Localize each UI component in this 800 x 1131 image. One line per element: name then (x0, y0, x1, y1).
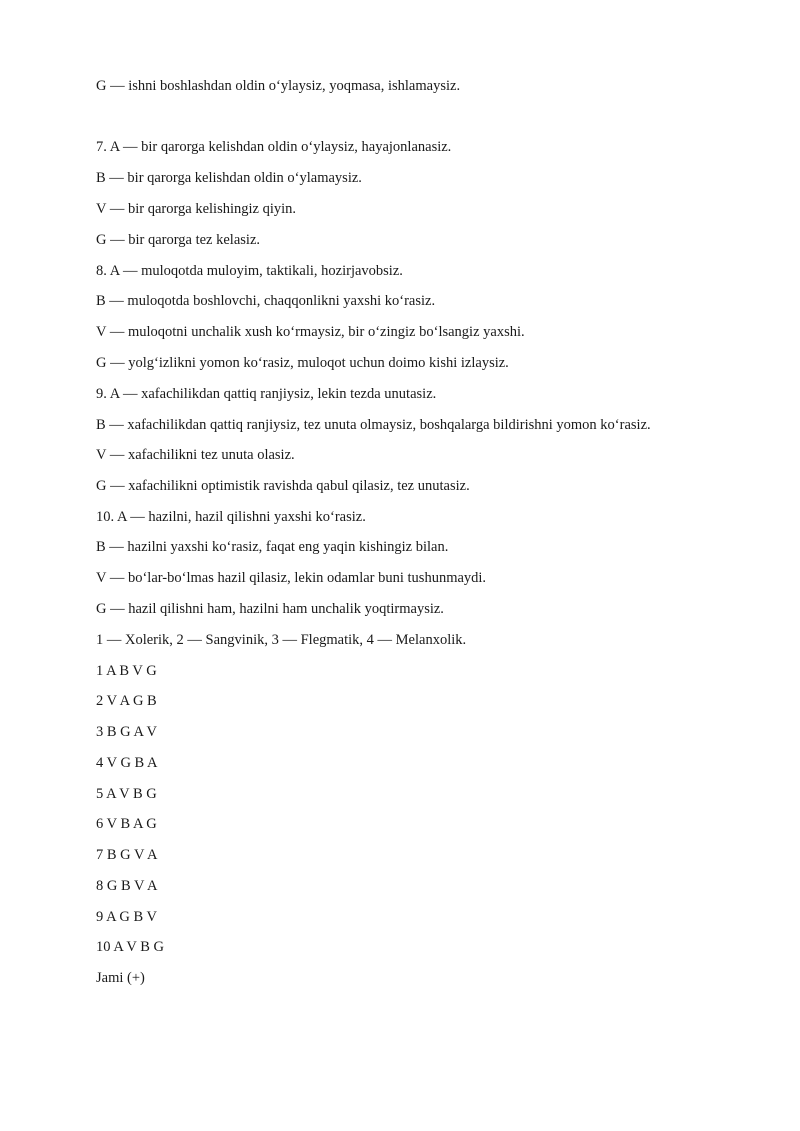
question-10-option-b: B — hazilni yaxshi ko‘rasiz, faqat eng yaqin kishingiz bilan. (96, 539, 449, 555)
question-10-option-a: 10. A — hazilni, hazil qilishni yaxshi ko‘rasiz. (96, 509, 366, 525)
question-7-option-b: B — bir qarorga kelishdan oldin o‘ylamaysiz. (96, 170, 362, 186)
key-row-10: 10 A V B G (96, 939, 164, 955)
key-row-1: 1 A B V G (96, 663, 157, 679)
question-10-option-g: G — hazil qilishni ham, hazilni ham unchalik yoqtirmaysiz. (96, 601, 444, 617)
question-8-option-b: B — muloqotda boshlovchi, chaqqonlikni yaxshi ko‘rasiz. (96, 293, 436, 309)
key-row-9: 9 A G B V (96, 909, 157, 925)
question-9-option-g: G — xafachilikni optimistik ravishda qabul qilasiz, tez unutasiz. (96, 478, 470, 494)
question-9-option-a: 9. A — xafachilikdan qattiq ranjiysiz, lekin tezda unutasiz. (96, 386, 437, 402)
key-row-4: 4 V G B A (96, 755, 158, 771)
temperament-legend: 1 — Xolerik, 2 — Sangvinik, 3 — Flegmatik, 4 — Melanxolik. (96, 632, 467, 648)
key-row-6: 6 V B A G (96, 816, 157, 832)
question-9-option-b: B — xafachilikdan qattiq ranjiysiz, tez unuta olmaysiz, boshqalarga bildirishni yomon ko‘rasiz. (96, 417, 651, 433)
key-row-2: 2 V A G B (96, 693, 157, 709)
question-8-option-a: 8. A — muloqotda muloyim, taktikali, hozirjavobsiz. (96, 263, 403, 279)
key-row-3: 3 B G A V (96, 724, 157, 740)
question-10-option-v: V — bo‘lar-bo‘lmas hazil qilasiz, lekin odamlar buni tushunmaydi. (96, 570, 487, 586)
key-row-7: 7 B G V A (96, 847, 158, 863)
question-8-option-v: V — muloqotni unchalik xush ko‘rmaysiz, bir o‘zingiz bo‘lsangiz yaxshi. (96, 324, 525, 340)
answer-option-6g: G — ishni boshlashdan oldin o‘ylaysiz, yoqmasa, ishlamaysiz. (96, 78, 461, 94)
key-row-8: 8 G B V A (96, 878, 158, 894)
question-9-option-v: V — xafachilikni tez unuta olasiz. (96, 447, 295, 463)
total-label: Jami (+) (96, 970, 145, 986)
question-8-option-g: G — yolg‘izlikni yomon ko‘rasiz, muloqot uchun doimo kishi izlaysiz. (96, 355, 509, 371)
question-7-option-g: G — bir qarorga tez kelasiz. (96, 232, 261, 248)
question-7-option-v: V — bir qarorga kelishingiz qiyin. (96, 201, 297, 217)
key-row-5: 5 A V B G (96, 786, 157, 802)
question-7-option-a: 7. A — bir qarorga kelishdan oldin o‘ylaysiz, hayajonlanasiz. (96, 139, 452, 155)
